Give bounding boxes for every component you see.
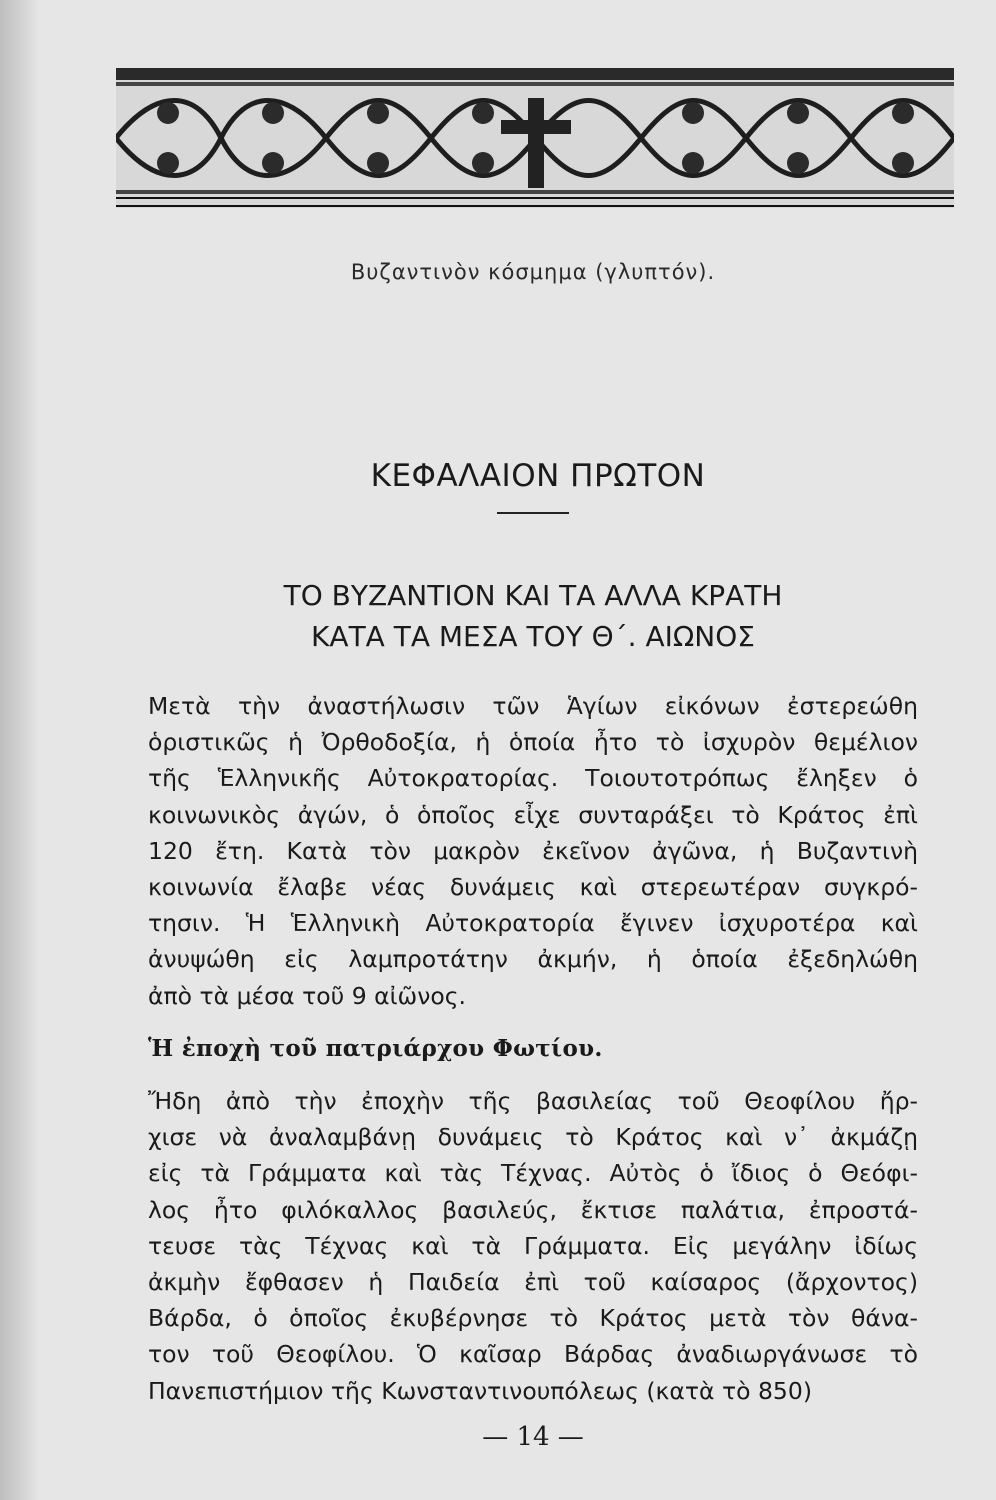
paragraph-restoration [148, 688, 918, 1014]
text-line: Μετὰ τὴν ἀναστήλωσιν τῶν Ἁγίων εἰκόνων ἐστερεώθη [148, 692, 918, 720]
text-line: Πανεπιστήμιον τῆς Κωνσταντινουπόλεως (κατὰ τὸ 850) [148, 1376, 813, 1405]
title-divider [497, 512, 569, 514]
text-line: κοινωνία ἔλαβε νέας δυνάμεις καὶ στερεωτέραν συγκρό- [148, 873, 918, 902]
text-line: κοινωνικὸς ἀγών, ὁ ὁποῖος εἶχε συνταράξει τὸ Κράτος ἐπὶ [148, 800, 918, 829]
text-line: ὁριστικῶς ἡ Ὀρθοδοξία, ἡ ὁποία ἦτο τὸ ἰσχυρὸν θεμέλιον [148, 728, 918, 757]
subtitle-line: ΤΟ ΒΥΖΑΝΤΙΟΝ ΚΑΙ ΤΑ ΑΛΛΑ ΚΡΑΤΗ [283, 579, 783, 612]
subtitle-line: ΚΑΤΑ ΤΑ ΜΕΣΑ ΤΟΥ Θ΄. ΑΙΩΝΟΣ [311, 620, 755, 653]
byzantine-frieze-icon [116, 68, 954, 208]
ornament-caption: Βυζαντινὸν κόσμημα (γλυπτόν). [350, 260, 716, 284]
text-line: χισε νὰ ἀναλαμβάνῃ δυνάμεις τὸ Κράτος καὶ ν᾽ ἀκμάζῃ [148, 1123, 918, 1152]
chapter-subtitle [0, 575, 996, 657]
chapter-title: ΚΕΦΑΛΑΙΟΝ ΠΡΩΤΟΝ [370, 458, 706, 494]
text-line: Βάρδα, ὁ ὁποῖος ἐκυβέρνησε τὸ Κράτος μετὰ τὸν θάνα- [148, 1304, 918, 1333]
text-line: ἀνυψώθη εἰς λαμπροτάτην ἀκμήν, ἡ ὁποία ἐξεδηλώθη [148, 945, 918, 974]
text-line: 120 ἔτη. Κατὰ τὸν μακρὸν ἐκεῖνον ἀγῶνα, ἡ Βυζαντινὴ [148, 836, 918, 865]
paragraph-photius [148, 1083, 918, 1409]
section-heading: Ἡ ἐποχὴ τοῦ πατριάρχου Φωτίου. [148, 1035, 603, 1062]
text-line: τῆς Ἑλληνικῆς Αὐτοκρατορίας. Τοιουτοτρόπως ἔληξεν ὁ [148, 764, 918, 793]
text-line: λος ἦτο φιλόκαλλος βασιλεύς, ἔκτισε παλάτια, ἐπροστά- [148, 1195, 918, 1224]
page-binding-shadow [0, 0, 40, 1500]
text-line: τευσε τὰς Τέχνας καὶ τὰ Γράμματα. Εἰς μεγάλην ἰδίως [148, 1231, 918, 1260]
text-line: ἀπὸ τὰ μέσα τοῦ 9 αἰῶνος. [148, 981, 467, 1010]
text-line: εἰς τὰ Γράμματα καὶ τὰς Τέχνας. Αὐτὸς ὁ ἴδιος ὁ Θεόφι- [148, 1159, 918, 1188]
text-line: τον τοῦ Θεοφίλου. Ὁ καῖσαρ Βάρδας ἀναδιωργάνωσε τὸ [148, 1340, 918, 1369]
page-number: — 14 — [482, 1422, 584, 1452]
text-line: τησιν. Ἡ Ἑλληνικὴ Αὐτοκρατορία ἔγινεν ἰσχυροτέρα καὶ [148, 909, 918, 938]
text-line: ἀκμὴν ἔφθασεν ἡ Παιδεία ἐπὶ τοῦ καίσαρος (ἄρχοντος) [148, 1268, 918, 1297]
text-line: Ἤδη ἀπὸ τὴν ἐποχὴν τῆς βασιλείας τοῦ Θεοφίλου ἤρ- [148, 1087, 918, 1115]
